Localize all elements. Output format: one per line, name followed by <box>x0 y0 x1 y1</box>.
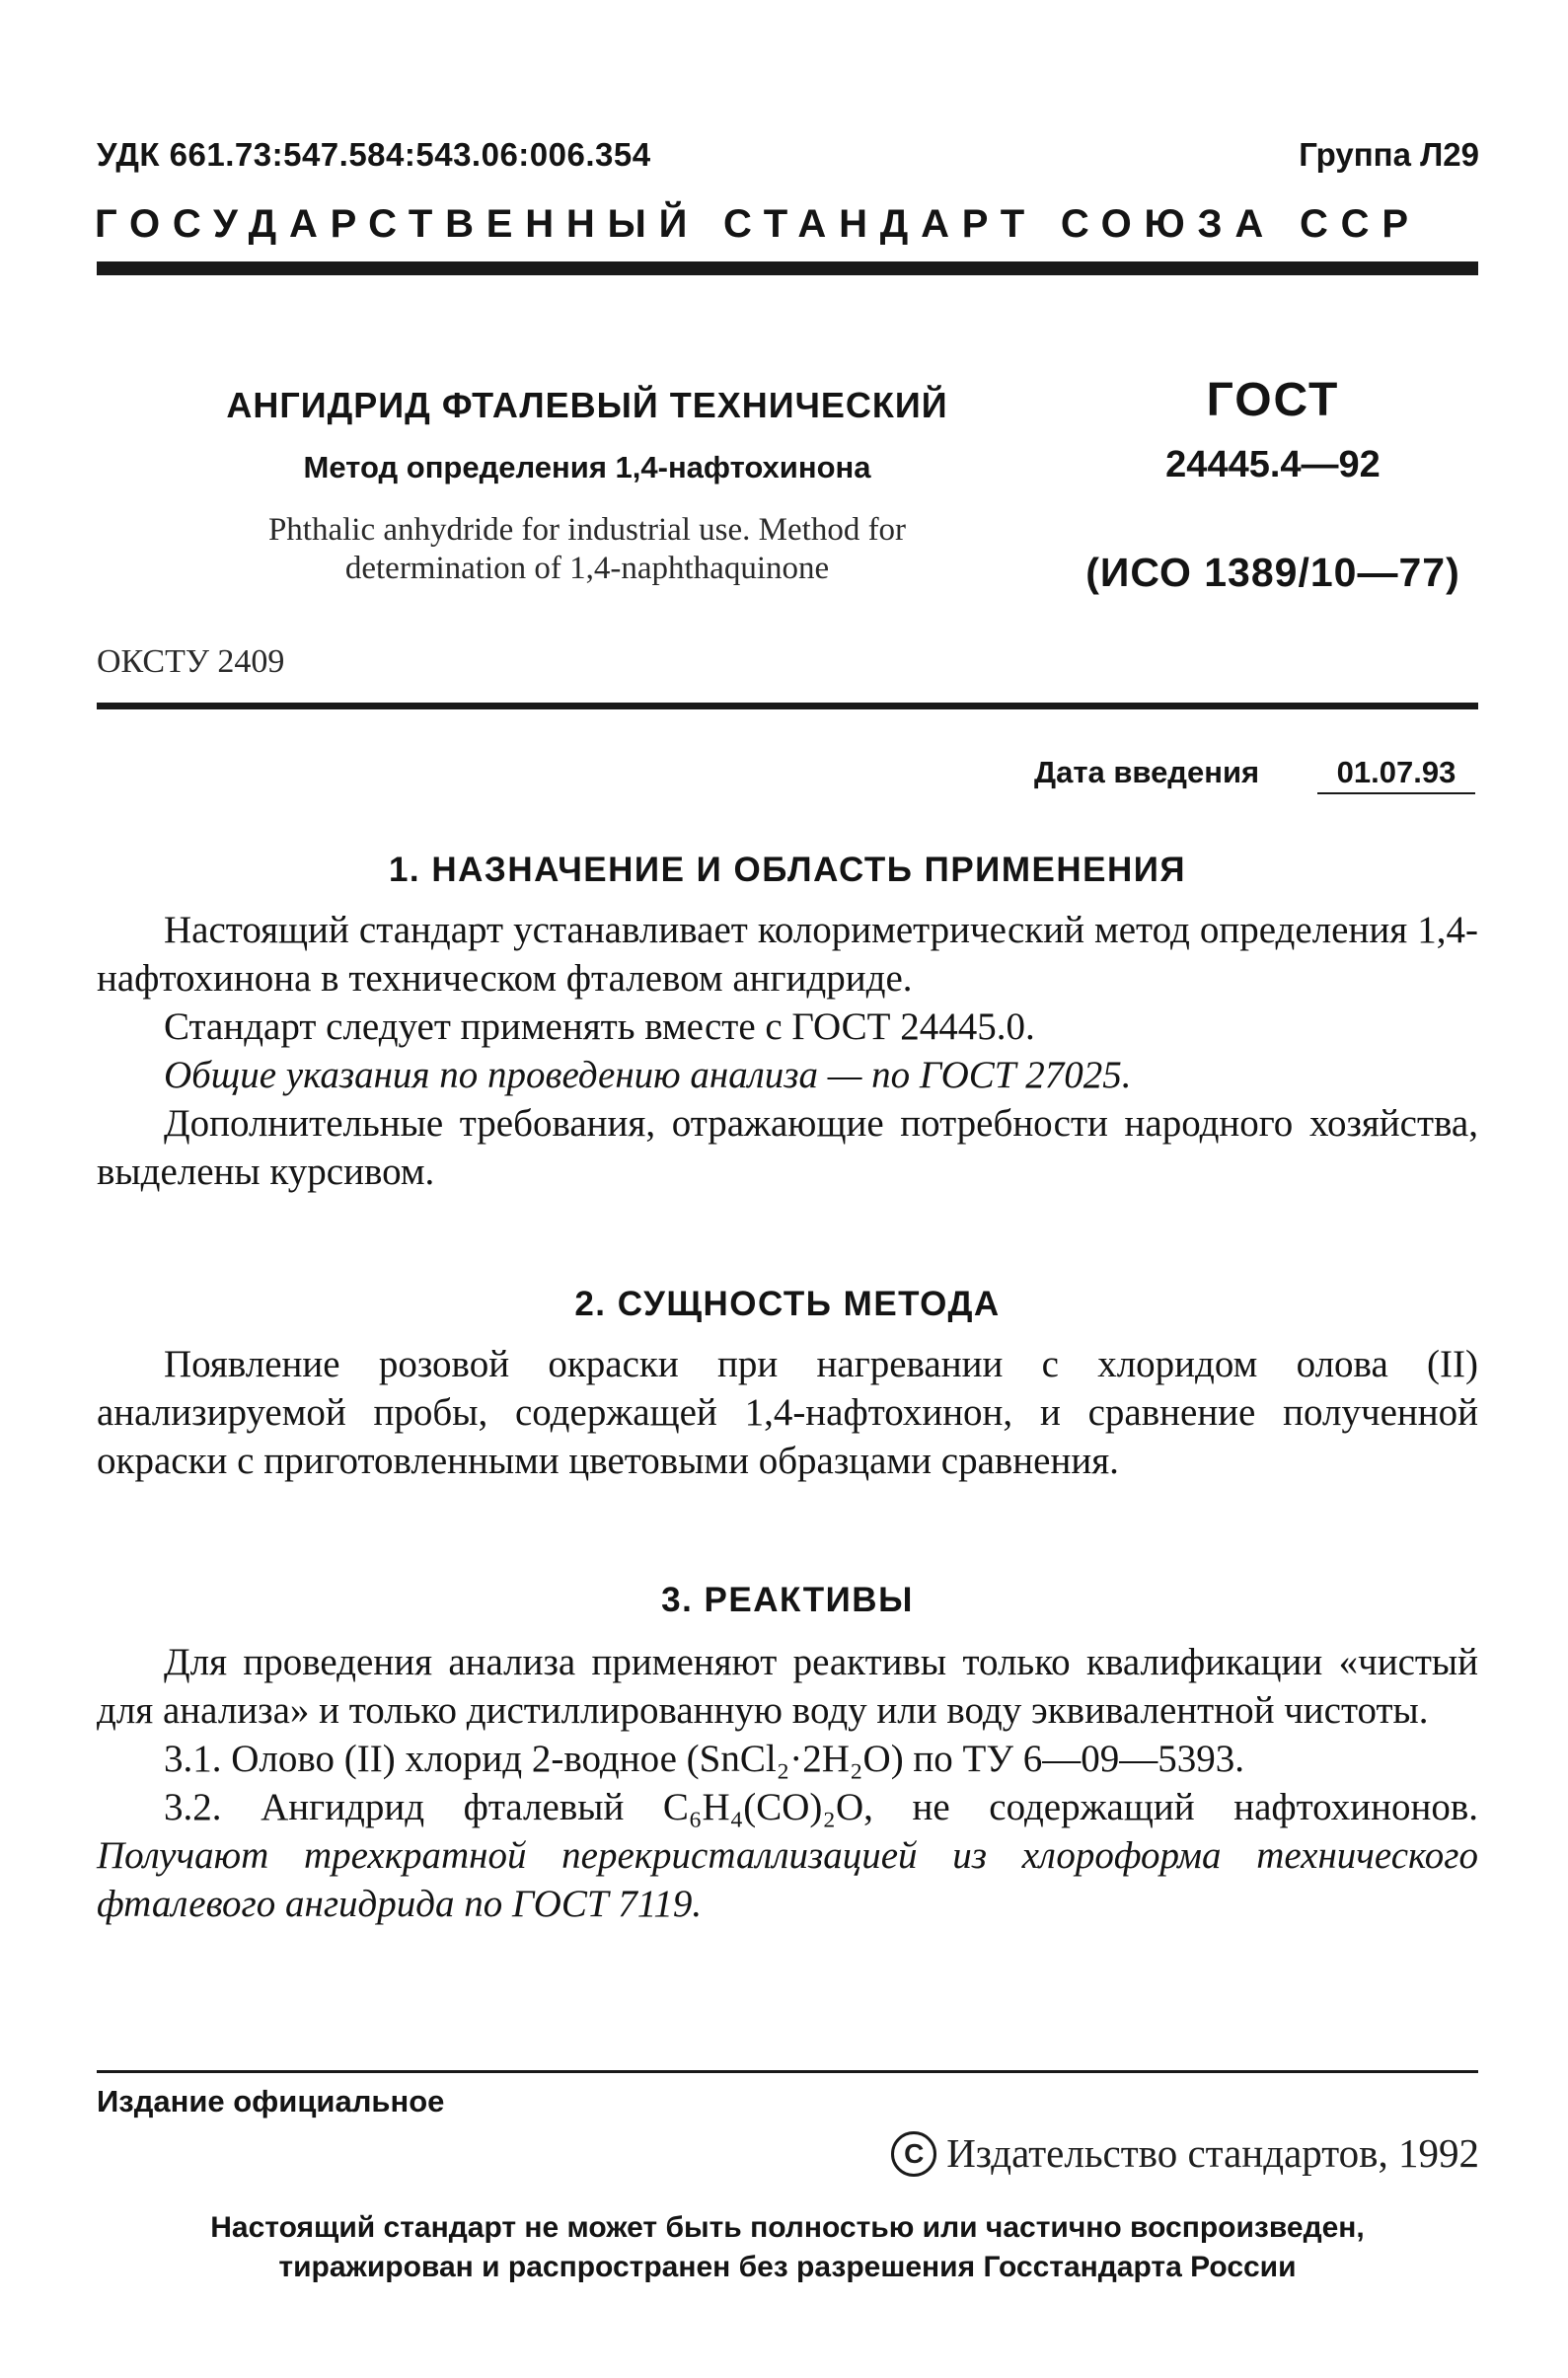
state-standard-banner: ГОСУДАРСТВЕННЫЙ СТАНДАРТ СОЮЗА ССР <box>95 202 1421 246</box>
footer-divider <box>97 2070 1478 2073</box>
document-subtitle: Метод определения 1,4-нафтохинона <box>303 450 871 484</box>
item-3-2-italic-text: Получают трехкратной перекристаллизацией из хлороформа технического фталевого ангидрида по ГОСТ 7119. <box>97 1834 1478 1925</box>
publisher-text: Издательство стандартов, 1992 <box>946 2130 1479 2176</box>
iso-reference: (ИСО 1389/10—77) <box>1085 550 1460 595</box>
gost-number: 24445.4—92 <box>1165 444 1381 485</box>
item-3-2-text: 3.2. Ангидрид фталевый C₆H₄(CO)₂O, не содержащий нафтохинонов. <box>164 1786 1478 1828</box>
section-2-heading: 2. СУЩНОСТЬ МЕТОДА <box>574 1285 1001 1323</box>
section-3-item-3-1: 3.1. Олово (II) хлорид 2-водное (SnCl₂·2H₂O) по ТУ 6—09—5393. <box>164 1738 1244 1780</box>
section-1-paragraph: Настоящий стандарт устанавливает колориметрический метод определения 1,4-нафтохинона в техническом фталевом ангидриде. <box>97 909 1478 1000</box>
okstu-code: ОКСТУ 2409 <box>97 643 285 680</box>
section-1-paragraph: Дополнительные требования, отражающие потребности народного хозяйства, выделены курсивом. <box>97 1102 1478 1193</box>
section-3-item-3-2 <box>97 1783 1478 1928</box>
section-1-italic-paragraph: Общие указания по проведению анализа — по ГОСТ 27025. <box>164 1054 1132 1096</box>
section-3-heading: 3. РЕАКТИВЫ <box>661 1581 914 1619</box>
section-3-paragraph: Для проведения анализа применяют реактивы только квалификации «чистый для анализа» и только дистиллированную воду или воду эквивалентной чистоты. <box>97 1641 1478 1732</box>
english-title <box>148 511 1026 588</box>
notice-line-1: Настоящий стандарт не может быть полностью или частично воспроизведен, <box>210 2211 1365 2244</box>
reproduction-notice <box>97 2208 1478 2287</box>
intro-date-value: 01.07.93 <box>1317 755 1475 794</box>
notice-line-2: тиражирован и распространен без разрешения Госстандарта России <box>278 2251 1297 2283</box>
publisher-copyright <box>891 2129 1479 2177</box>
section-1-heading: 1. НАЗНАЧЕНИЕ И ОБЛАСТЬ ПРИМЕНЕНИЯ <box>388 851 1187 889</box>
title-divider <box>97 703 1478 709</box>
udc-code: УДК 661.73:547.584:543.06:006.354 <box>97 136 651 173</box>
intro-date-label: Дата введения <box>1034 755 1260 789</box>
english-title-line-2: determination of 1,4-naphthaquinone <box>344 551 830 586</box>
document-title: АНГИДРИД ФТАЛЕВЫЙ ТЕХНИЧЕСКИЙ <box>226 385 948 425</box>
official-edition-label: Издание официальное <box>97 2084 445 2118</box>
copyright-icon: C <box>891 2131 936 2177</box>
section-2-paragraph: Появление розовой окраски при нагревании с хлоридом олова (II) анализируемой пробы, содержащей 1,4-нафтохинон, и сравнение полученной окраски с приготовленными цветовыми образцами сравнения. <box>97 1343 1478 1482</box>
section-1-body <box>97 906 1478 1196</box>
group-code: Группа Л29 <box>1299 136 1479 173</box>
gost-label: ГОСТ <box>1206 374 1340 426</box>
section-1-paragraph: Стандарт следует применять вместе с ГОСТ 24445.0. <box>164 1005 1035 1048</box>
section-3-body <box>97 1638 1478 1928</box>
header-divider <box>97 261 1478 275</box>
section-2-body <box>97 1340 1478 1485</box>
english-title-line-1: Phthalic anhydride for industrial use. Method for <box>267 512 907 548</box>
